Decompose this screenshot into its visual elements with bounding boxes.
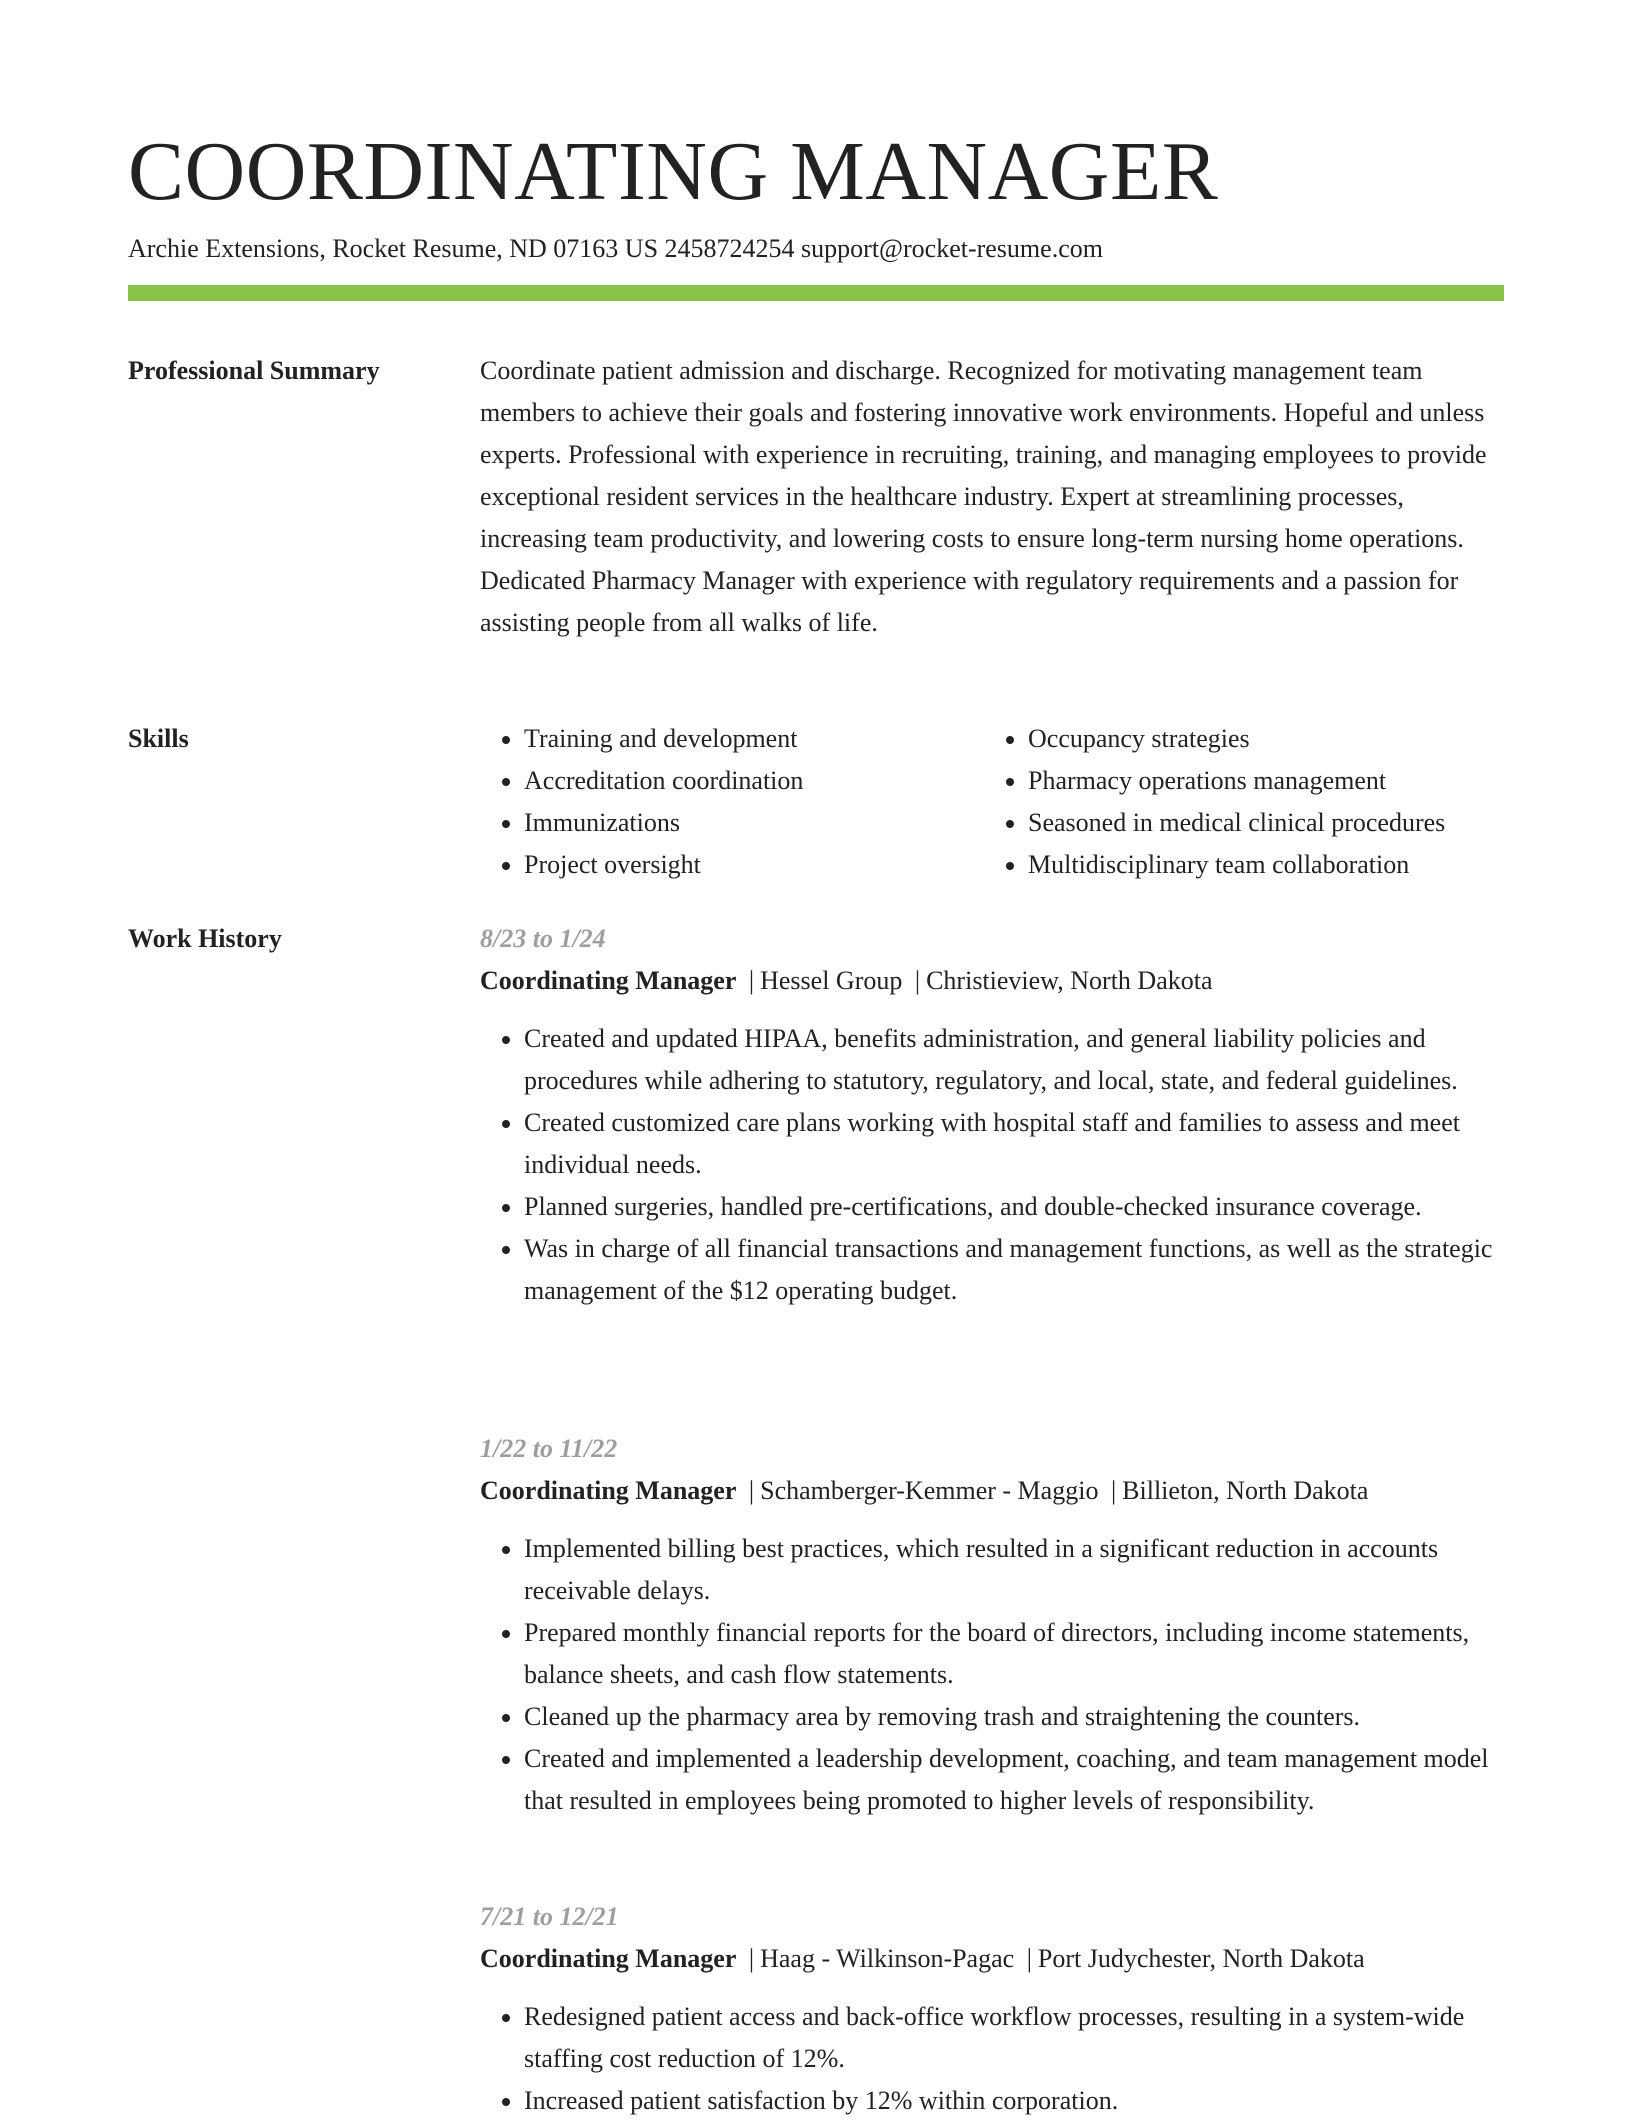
header-divider <box>128 285 1504 301</box>
job-bullets <box>480 1528 1504 1822</box>
job-separator: | <box>748 966 755 995</box>
job-bullet: • Created and implemented a leadership development, coaching, and team management model that resulted in employees being promoted to higher levels of responsibility. <box>524 1738 1504 1822</box>
job-separator: | <box>1026 1944 1032 1973</box>
skill-item: • Training and development <box>524 718 803 760</box>
job-dates: 8/23 to 1/24 <box>480 924 606 953</box>
job-separator: | <box>748 1944 755 1973</box>
job-title: Coordinating Manager <box>480 966 737 995</box>
job-dates: 1/22 to 11/22 <box>480 1434 618 1463</box>
skill-item: • Multidisciplinary team collaboration <box>1028 844 1445 886</box>
job-location: Christieview, North Dakota <box>926 966 1213 995</box>
job-bullets <box>480 1018 1504 1312</box>
job-bullet: • Prepared monthly financial reports for the board of directors, including income statements, balance sheets, and cash flow statements. <box>524 1612 1504 1696</box>
job-separator: | <box>914 966 921 995</box>
skill-item: • Pharmacy operations management <box>1028 760 1445 802</box>
job-entry <box>480 918 1504 1312</box>
contact-address: Archie Extensions, Rocket Resume, ND 07163 US <box>128 234 659 263</box>
skills-list-right <box>984 718 1445 886</box>
job-bullet: • Implemented billing best practices, which resulted in a significant reduction in accounts receivable delays. <box>524 1528 1504 1612</box>
job-bullet: • Redesigned patient access and back-office workflow processes, resulting in a system-wide staffing cost reduction of 12%. <box>524 1996 1504 2080</box>
job-bullet: • Cleaned up the pharmacy area by removing trash and straightening the counters. <box>524 1696 1504 1738</box>
contact-email: support@rocket-resume.com <box>801 234 1103 263</box>
summary-text: Coordinate patient admission and discharge. Recognized for motivating management team members to achieve their goals and fostering innovative work environments. Hopeful and unless experts. Professional with experience in recruiting, training, and managing employees to provide exceptional resident services in the healthcare industry. Expert at streamlining processes, increasing team productivity, and lowering costs to ensure long-term nursing home operations. Dedicated Pharmacy Manager with experience with regulatory requirements and a passion for assisting people from all walks of life. <box>480 356 1487 637</box>
job-location: Billieton, North Dakota <box>1122 1476 1369 1505</box>
skill-item: • Immunizations <box>524 802 803 844</box>
work-history-heading: Work History <box>128 924 282 953</box>
job-title-line <box>480 1938 1504 1980</box>
job-bullet: • Increased patient satisfaction by 12% within corporation. <box>524 2080 1504 2122</box>
job-bullet: • Planned surgeries, handled pre-certifications, and double-checked insurance coverage. <box>524 1186 1504 1228</box>
job-bullet: • Was in charge of all financial transactions and management functions, as well as the strategic management of the $12 operating budget. <box>524 1228 1504 1312</box>
skills-list-left <box>480 718 803 886</box>
job-title-line <box>480 1470 1504 1512</box>
job-entry <box>480 1428 1504 1822</box>
resume-name: COORDINATING MANAGER <box>128 125 1219 218</box>
summary-body <box>480 350 1504 644</box>
skills-heading: Skills <box>128 724 189 753</box>
contact-phone: 2458724254 <box>664 234 795 263</box>
skill-item: • Project oversight <box>524 844 803 886</box>
job-entry <box>480 1896 1504 2122</box>
skill-item: • Occupancy strategies <box>1028 718 1445 760</box>
job-separator: | <box>1110 1476 1117 1505</box>
skill-item: • Seasoned in medical clinical procedures <box>1028 802 1445 844</box>
summary-heading: Professional Summary <box>128 356 380 385</box>
job-company: Schamberger-Kemmer - Maggio <box>760 1476 1099 1505</box>
job-separator: | <box>748 1476 755 1505</box>
job-company: Haag - Wilkinson-Pagac <box>760 1944 1015 1973</box>
job-title: Coordinating Manager <box>480 1944 737 1973</box>
job-title-line <box>480 960 1504 1002</box>
job-bullets <box>480 1996 1504 2122</box>
job-dates: 7/21 to 12/21 <box>480 1902 619 1931</box>
skill-item: • Accreditation coordination <box>524 760 803 802</box>
job-company: Hessel Group <box>760 966 903 995</box>
contact-line <box>128 228 1103 270</box>
job-bullet: • Created customized care plans working with hospital staff and families to assess and meet individual needs. <box>524 1102 1504 1186</box>
job-location: Port Judychester, North Dakota <box>1037 1944 1365 1973</box>
job-bullet: • Created and updated HIPAA, benefits administration, and general liability policies and procedures while adhering to statutory, regulatory, and local, state, and federal guidelines. <box>524 1018 1504 1102</box>
job-title: Coordinating Manager <box>480 1476 737 1505</box>
